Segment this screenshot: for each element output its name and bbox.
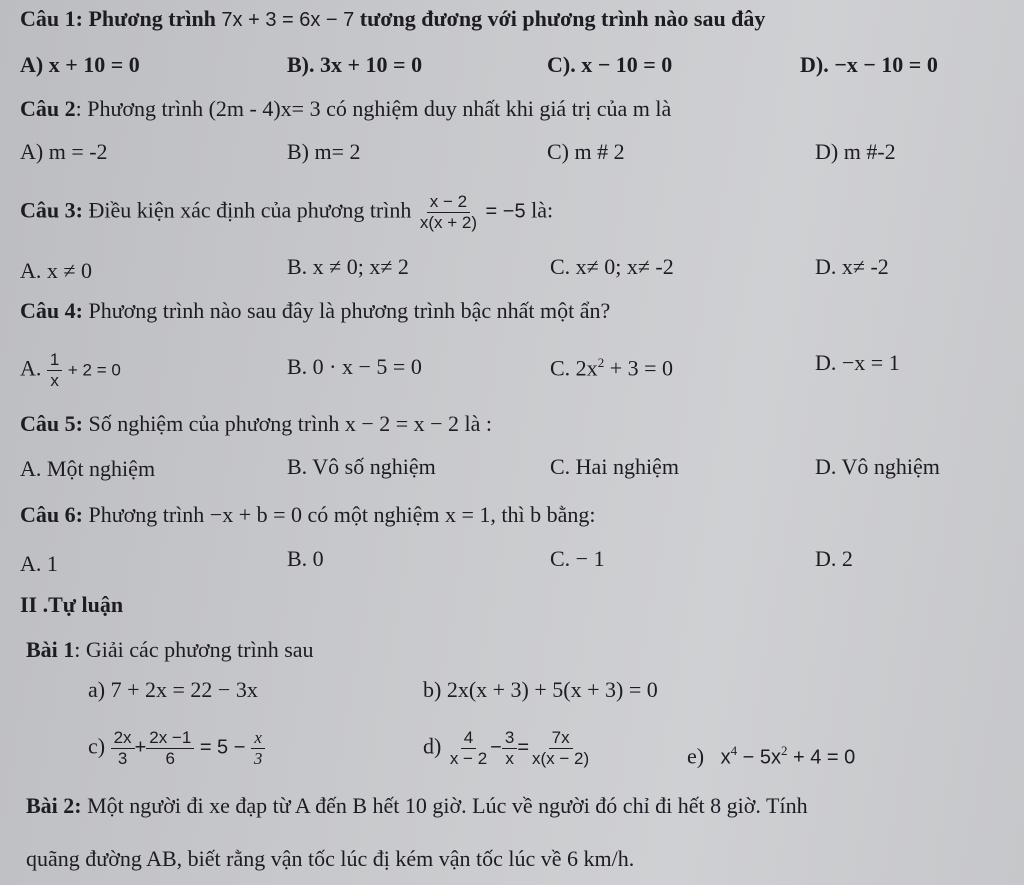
- bai-2: [26, 793, 808, 819]
- bai1-d-d3: x(x − 2): [532, 749, 590, 768]
- bai1-e-mid: − 5x: [742, 746, 781, 769]
- q3-label: Câu 3:: [20, 197, 83, 223]
- q4-c-exp: 2: [597, 355, 605, 370]
- bai1-c-frac-1: [111, 728, 135, 769]
- bai1-d-eq: =: [517, 736, 530, 759]
- q1-option-b: B). 3x + 10 = 0: [287, 52, 423, 77]
- question-4: [20, 298, 610, 324]
- bai1-d-n2: 3: [502, 728, 517, 749]
- q4-option-d: D. −x = 1: [815, 350, 900, 375]
- bai1-d-frac-1: [447, 728, 490, 769]
- q4-a-num: 1: [47, 350, 62, 371]
- q3-frac-num: x − 2: [427, 192, 470, 213]
- bai1-part-e: [687, 738, 855, 770]
- bai1-c-frac-3: [251, 728, 266, 769]
- question-6: [20, 502, 596, 528]
- q2-label: Câu 2: [20, 96, 76, 121]
- q4-label: Câu 4:: [20, 298, 83, 323]
- bai1-d-frac-3: [529, 728, 592, 769]
- q3-fraction: [417, 192, 480, 233]
- q3-frac-den: x(x + 2): [419, 213, 478, 232]
- q2-option-a: A) m = -2: [20, 139, 108, 164]
- q6-option-d: D. 2: [815, 546, 853, 571]
- bai1-part-c: [88, 728, 265, 769]
- q3-option-a: A. x ≠ 0: [20, 258, 92, 283]
- q2-option-c: C) m # 2: [547, 139, 625, 164]
- bai1-part-b: b) 2x(x + 3) + 5(x + 3) = 0: [423, 677, 658, 702]
- question-2: [20, 96, 671, 122]
- bai1-c-plus: +: [134, 736, 147, 759]
- bai1-e-pre: x: [720, 746, 731, 769]
- question-1: [20, 6, 765, 33]
- q1-label: Câu 1:: [20, 6, 83, 31]
- q1-equation: 7x + 3 = 6x − 7: [221, 9, 355, 31]
- q4-option-b: B. 0 · x − 5 = 0: [287, 354, 422, 379]
- q3-tail: là:: [531, 197, 554, 223]
- q1-option-c: C). x − 10 = 0: [547, 52, 673, 77]
- question-5: [20, 411, 492, 437]
- bai1-c-label: c): [88, 733, 106, 759]
- bai1-d-d1: x − 2: [449, 749, 488, 768]
- q6-label: Câu 6:: [20, 502, 83, 527]
- bai1-c-d3: 3: [253, 749, 263, 768]
- q2-prompt: : Phương trình (2m - 4)x= 3 có nghiệm duy nhất khi giá trị của m là: [75, 96, 672, 121]
- q1-prompt: Phương trình: [88, 6, 216, 31]
- q3-option-b: B. x ≠ 0; x≠ 2: [287, 254, 409, 279]
- bai1-prompt: : Giải các phương trình sau: [74, 637, 314, 662]
- q3-option-d: D. x≠ -2: [815, 254, 889, 279]
- q4-a-label: A.: [20, 355, 42, 381]
- q2-option-b: B) m= 2: [287, 139, 361, 164]
- bai1-e-post: + 4 = 0: [792, 746, 856, 769]
- q1-tail: tương đương với phương trình nào sau đây: [359, 6, 766, 31]
- bai1-d-label: d): [423, 733, 442, 759]
- q3-rhs: = −5: [485, 200, 526, 223]
- bai1-e-exp1: 4: [730, 743, 738, 758]
- bai1-part-d: [423, 728, 592, 769]
- q4-a-den: x: [50, 371, 59, 390]
- bai1-c-mid: = 5 −: [199, 736, 246, 759]
- q6-prompt: Phương trình −x + b = 0 có một nghiệm x = 1, thì b bằng:: [88, 502, 596, 527]
- q4-a-fraction: [47, 350, 62, 391]
- q5-option-c: C. Hai nghiệm: [550, 454, 679, 479]
- bai1-c-n3: x: [251, 728, 265, 749]
- bai1-e-label: e): [687, 743, 705, 769]
- q4-option-a: [20, 350, 121, 391]
- bai1-c-d1: 3: [117, 749, 128, 768]
- section-2-title: II .Tự luận: [20, 592, 124, 617]
- bai1-d-n1: 4: [461, 728, 476, 749]
- bai1-c-n2: 2x −1: [146, 728, 194, 749]
- bai1-d-frac-2: [502, 728, 517, 769]
- bai1-d-d2: x: [505, 749, 514, 768]
- question-3: [20, 192, 553, 233]
- bai1-label: Bài 1: [26, 637, 75, 662]
- q6-option-b: B. 0: [287, 546, 324, 571]
- q5-label: Câu 5:: [20, 411, 83, 436]
- bai1-c-d2: 6: [165, 749, 176, 768]
- bai1-e-exp2: 2: [780, 743, 788, 758]
- q4-prompt: Phương trình nào sau đây là phương trình bậc nhất một ẩn?: [88, 298, 611, 323]
- bai2-line1: Một người đi xe đạp từ A đến B hết 10 giờ. Lúc về người đó chỉ đi hết 8 giờ. Tính: [87, 793, 808, 818]
- bai2-line-2: quãng đường AB, biết rằng vận tốc lúc đị kém vận tốc lúc về 6 km/h.: [26, 846, 635, 871]
- q4-c-post: + 3 = 0: [609, 355, 674, 381]
- bai1-c-frac-2: [146, 728, 194, 769]
- bai2-label: Bài 2:: [26, 793, 82, 818]
- q5-prompt: Số nghiệm của phương trình x − 2 = x − 2 là :: [88, 411, 493, 436]
- q1-option-d: D). −x − 10 = 0: [800, 52, 938, 77]
- q4-c-pre: C. 2x: [550, 355, 598, 381]
- bai1-part-a: a) 7 + 2x = 22 − 3x: [88, 677, 258, 702]
- q2-option-d: D) m #-2: [815, 139, 896, 164]
- q1-option-a: A) x + 10 = 0: [20, 52, 140, 77]
- q3-option-c: C. x≠ 0; x≠ -2: [550, 254, 674, 279]
- q5-option-d: D. Vô nghiệm: [815, 454, 940, 479]
- q6-option-c: C. − 1: [550, 546, 605, 571]
- q4-option-c: [550, 350, 673, 381]
- q5-option-a: A. Một nghiệm: [20, 456, 156, 481]
- q4-a-rest: + 2 = 0: [67, 360, 121, 380]
- q3-prompt: Điều kiện xác định của phương trình: [88, 197, 412, 223]
- bai-1: [26, 637, 314, 663]
- bai1-d-minus: −: [490, 736, 502, 759]
- bai1-d-n3: 7x: [549, 728, 573, 749]
- q6-option-a: A. 1: [20, 551, 58, 576]
- bai1-c-n1: 2x: [111, 728, 135, 749]
- q5-option-b: B. Vô số nghiệm: [287, 454, 436, 479]
